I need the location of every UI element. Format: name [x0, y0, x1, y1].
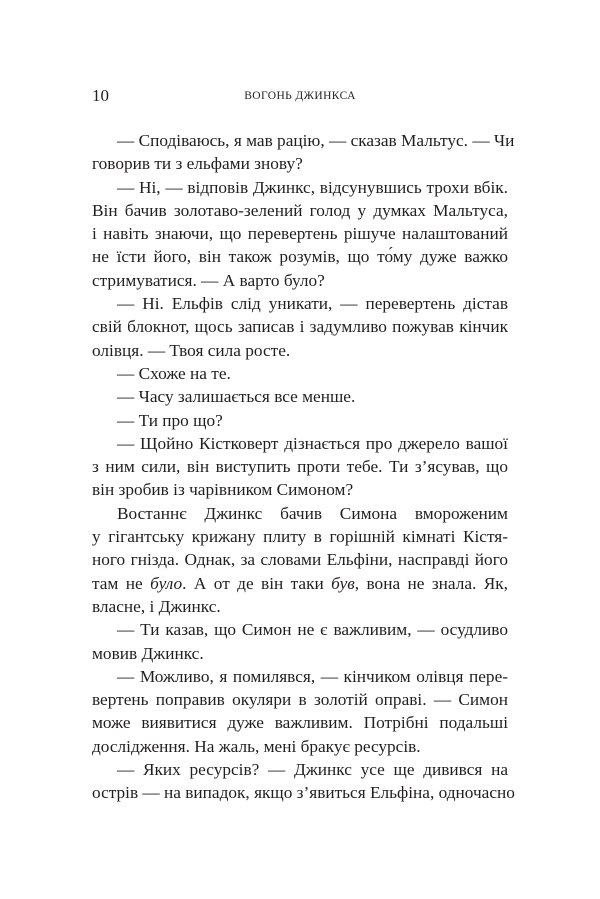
text-line: не їсти його, він також розумів, що то́му дуже важко — [92, 247, 508, 267]
text-line: говорив ти з ельфами знову? — [92, 154, 303, 174]
text-line: і навіть знаючи, що перевертень рішуче налаштований — [92, 224, 508, 244]
text-line: острів — на випадок, якщо з’явиться Ельфіна, одночасно — [92, 783, 515, 803]
italic-word: було — [150, 573, 183, 593]
text-line: стримуватися. — А варто було? — [92, 270, 325, 290]
text-line: — Ні, — відповів Джинкс, відсунувшись трохи вбік. — [117, 177, 508, 197]
running-title: ВОГОНЬ ДЖИНКСА — [244, 90, 356, 102]
text-line: — Часу залишається все менше. — [117, 387, 356, 407]
text-line: дослідження. На жаль, мені бракує ресурсів. — [92, 736, 421, 756]
text-line: може виявитися дуже важливим. Потрібні подальші — [92, 713, 508, 733]
text-line: — Ти про що? — [117, 410, 223, 430]
text-line: — Ні. Ельфів слід уникати, — перевертень дістав — [117, 294, 508, 314]
running-head — [92, 86, 508, 108]
text-line: — Ти казав, що Симон не є важливим, — осудливо — [117, 620, 508, 640]
page-number: 10 — [92, 86, 109, 105]
body-text — [92, 129, 515, 805]
text-line: власне, і Джинкс. — [92, 596, 221, 616]
text-line: мовив Джинкс. — [92, 643, 204, 663]
text-line: — Яких ресурсів? — Джинкс усе ще дивився на — [117, 760, 508, 780]
text-line: свій блокнот, щось записав і задумливо пожував кінчик — [92, 317, 508, 337]
text-line: — Щойно Кістковерт дізнається про джерело вашої — [117, 433, 508, 453]
text-line: — Сподіваюсь, я мав рацію, — сказав Мальтус. — Чи — [117, 131, 515, 150]
italic-word: був — [331, 573, 355, 593]
text-line: вертень поправив окуляри в золотій оправі. — Симон — [92, 690, 508, 710]
text-line: він зробив із чарівником Симоном? — [92, 480, 354, 500]
text-line: — Схоже на те. — [117, 363, 231, 383]
text-line: з ним сили, він виступить проти тебе. Ти з’ясував, що — [92, 457, 508, 477]
text-line: — Можливо, я помилявся, — кінчиком олівця пере- — [117, 666, 508, 686]
text-line: Він бачив золотаво-зелений голод у думках Мальтуса, — [92, 200, 508, 220]
text-line: у гігантську крижану плиту в горішній кімнаті Кістя- — [92, 527, 508, 547]
text-line: Востаннє Джинкс бачив Симона вмороженим — [117, 503, 508, 523]
text-line-with-italics: там не було. А от де він таки був, вона не знала. Як, — [92, 573, 509, 593]
text-line: ного гнізда. Однак, за словами Ельфіни, насправді його — [92, 550, 508, 570]
text-line: олівця. — Твоя сила росте. — [92, 340, 291, 360]
